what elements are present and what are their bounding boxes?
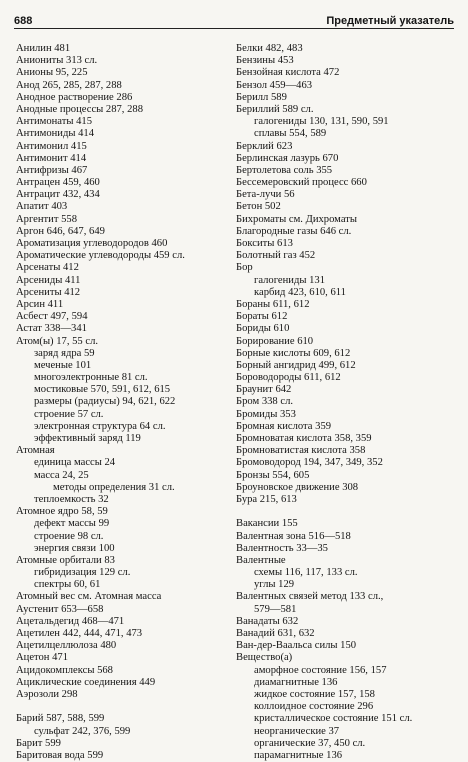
index-subentry: электронная структура 64 сл. — [34, 420, 166, 432]
index-entry: Антимониды 414 — [16, 128, 95, 140]
index-entry: Бромоводород 194, 347, 349, 352 — [236, 457, 383, 469]
index-subentry: строение 57 сл. — [34, 408, 104, 420]
index-subentry: размеры (радиусы) 94, 621, 622 — [34, 396, 176, 408]
index-entry: Антрацен 459, 460 — [16, 177, 100, 189]
index-entry: Аргон 646, 647, 649 — [16, 225, 105, 237]
index-subentry: схемы 116, 117, 133 сл. — [254, 567, 358, 579]
index-entry: Бура 215, 613 — [236, 493, 297, 505]
index-entry: Аниониты 313 сл. — [16, 55, 98, 67]
index-subentry: сплавы 554, 589 — [254, 128, 327, 140]
index-entry: Аргентит 558 — [16, 213, 77, 225]
index-entry: Ацетилцеллюлоза 480 — [16, 640, 117, 652]
index-entry: Берлинская лазурь 670 — [236, 152, 339, 164]
index-entry: Бессемеровский процесс 660 — [236, 177, 367, 189]
index-entry: Бензины 453 — [236, 55, 294, 67]
index-entry: Бром 338 сл. — [236, 396, 294, 408]
index-entry: Болотный газ 452 — [236, 250, 316, 262]
index-entry: Валентные — [236, 554, 286, 566]
index-entry: Арсениды 411 — [16, 274, 81, 286]
index-entry: Апатит 403 — [16, 201, 68, 213]
index-entry: Бетон 502 — [236, 201, 281, 213]
index-entry: Бороводороды 611, 612 — [236, 372, 341, 384]
index-entry: Благородные газы 646 сл. — [236, 225, 352, 237]
index-entry: Бензойная кислота 472 — [236, 67, 340, 79]
index-entry: Антимонил 415 — [16, 140, 87, 152]
index-entry: Ациклические соединения 449 — [16, 676, 156, 688]
index-entry: Бромноватая кислота 358, 359 — [236, 433, 372, 444]
index-subentry: диамагнитные 136 — [254, 676, 338, 688]
index-entry: Бета-лучи 56 — [236, 189, 295, 201]
index-entry: Ван-дер-Ваальса силы 150 — [236, 640, 357, 652]
index-entry: Арсин 411 — [16, 298, 64, 310]
index-entry: Борные кислоты 609, 612 — [236, 347, 351, 359]
index-subentry: аморфное состояние 156, 157 — [254, 664, 387, 676]
index-entry: Антрацит 432, 434 — [16, 189, 100, 201]
index-entry: Бромиды 353 — [236, 408, 296, 420]
index-subentry: единица массы 24 — [34, 457, 116, 469]
index-entry: Борирование 610 — [236, 335, 314, 347]
index-entry: Баритовая вода 599 — [16, 749, 104, 761]
index-subentry: дефект массы 99 — [34, 518, 110, 530]
index-entry: Ацидокомплексы 568 — [16, 664, 113, 676]
index-subentry: кристаллическое состояние 151 сл. — [254, 713, 413, 725]
index-subentry: строение 98 сл. — [34, 530, 104, 542]
index-subentry: гибридизация 129 сл. — [34, 567, 131, 579]
index-entry: Атомное ядро 58, 59 — [16, 506, 108, 518]
index-subentry: сульфат 242, 376, 599 — [34, 725, 131, 737]
index-entry: Анионы 95, 225 — [16, 67, 88, 79]
index-entry: Берилл 589 — [236, 91, 287, 103]
index-entry: Белки 482, 483 — [236, 43, 303, 54]
index-subentry: 579—581 — [254, 603, 297, 615]
index-entry: Борный ангидрид 499, 612 — [236, 359, 356, 371]
index-entry: Бромноватистая кислота 358 — [236, 445, 366, 457]
index-entry: Бокситы 613 — [236, 238, 293, 249]
index-column-right — [236, 43, 462, 762]
index-entry: Ванадаты 632 — [236, 615, 299, 627]
index-entry: Вещество(а) — [236, 652, 293, 664]
index-subentry: многоэлектронные 81 сл. — [34, 372, 148, 384]
index-entry: Арсенаты 412 — [16, 262, 79, 274]
index-entry: Бертолетова соль 355 — [236, 164, 333, 176]
index-entry: Бораны 611, 612 — [236, 298, 310, 310]
index-subentry: заряд ядра 59 — [34, 347, 95, 359]
index-entry: Броуновское движение 308 — [236, 481, 359, 493]
index-subentry: жидкое состояние 157, 158 — [254, 688, 375, 700]
index-entry: Атомный вес см. Атомная масса — [16, 591, 162, 603]
index-entry: Ароматические углеводороды 459 сл. — [16, 250, 185, 262]
index-entry: Валентных связей метод 133 сл., — [236, 591, 384, 603]
index-entry: Валентность 33—35 — [236, 542, 328, 554]
index-entry: Берклий 623 — [236, 140, 293, 152]
index-subentry: теплоемкость 32 — [34, 493, 109, 505]
index-entry: Бихроматы см. Дихроматы — [236, 213, 357, 225]
index-subentry: энергия связи 100 — [34, 542, 115, 554]
index-entry: Барий 587, 588, 599 — [16, 713, 105, 725]
index-entry: Анодное растворение 286 — [16, 91, 133, 103]
index-entry: Бораты 612 — [236, 311, 288, 323]
index-entry: Вакансии 155 — [236, 518, 298, 530]
index-entry: Атомные орбитали 83 — [16, 554, 115, 566]
index-entry: Бериллий 589 сл. — [236, 103, 314, 115]
page-number: 688 — [14, 15, 33, 27]
index-subentry: методы определения 31 сл. — [53, 481, 175, 493]
index-entry: Бориды 610 — [236, 323, 290, 335]
index-entry: Антимонаты 415 — [16, 116, 93, 128]
index-entry: Атом(ы) 17, 55 сл. — [16, 335, 99, 347]
index-entry: Ванадий 631, 632 — [236, 628, 315, 639]
letter-group-gap — [16, 701, 242, 713]
index-entry: Анодные процессы 287, 288 — [16, 103, 143, 115]
index-entry: Ацетон 471 — [16, 652, 69, 664]
page-header — [14, 2, 454, 29]
index-subentry: парамагнитные 136 — [254, 749, 343, 761]
index-subentry: коллоидное состояние 296 — [254, 701, 374, 713]
index-subentry: неорганические 37 — [254, 725, 340, 737]
index-subentry: углы 129 — [254, 579, 295, 591]
running-title: Предметный указатель — [326, 15, 454, 27]
index-entry: Арсениты 412 — [16, 286, 81, 298]
index-column-left — [16, 43, 242, 762]
index-entry: Асбест 497, 594 — [16, 311, 88, 323]
index-entry: Анилин 481 — [16, 43, 71, 54]
index-entry: Ацетальдегид 468—471 — [16, 615, 125, 627]
index-subentry: органические 37, 450 сл. — [254, 737, 366, 749]
index-subentry: эффективный заряд 119 — [34, 433, 141, 444]
index-entry: Ацетилен 442, 444, 471, 473 — [16, 628, 143, 639]
index-subentry: мостиковые 570, 591, 612, 615 — [34, 384, 171, 396]
index-entry: Анод 265, 285, 287, 288 — [16, 79, 122, 91]
index-entry: Аэрозоли 298 — [16, 688, 78, 700]
index-entry: Барит 599 — [16, 737, 61, 749]
index-subentry: масса 24, 25 — [34, 469, 89, 481]
index-subentry: галогениды 131 — [254, 274, 326, 286]
index-entry: Антимонит 414 — [16, 152, 87, 164]
index-entry: Бензол 459—463 — [236, 79, 313, 91]
index-entry: Аустенит 653—658 — [16, 603, 104, 615]
index-subentry: меченые 101 — [34, 359, 92, 371]
index-entry: Бронзы 554, 605 — [236, 469, 310, 481]
index-entry: Бромная кислота 359 — [236, 420, 332, 432]
index-entry: Астат 338—341 — [16, 323, 87, 335]
index-subentry: галогениды 130, 131, 590, 591 — [254, 116, 389, 128]
index-subentry: карбид 423, 610, 611 — [254, 286, 346, 298]
index-entry: Атомная — [16, 445, 55, 457]
index-entry: Антифризы 467 — [16, 164, 88, 176]
index-entry: Валентная зона 516—518 — [236, 530, 351, 542]
letter-group-gap — [236, 506, 462, 518]
index-entry: Бор — [236, 262, 253, 274]
index-entry: Браунит 642 — [236, 384, 292, 396]
index-subentry: спектры 60, 61 — [34, 579, 101, 591]
index-entry: Ароматизация углеводородов 460 — [16, 238, 168, 249]
